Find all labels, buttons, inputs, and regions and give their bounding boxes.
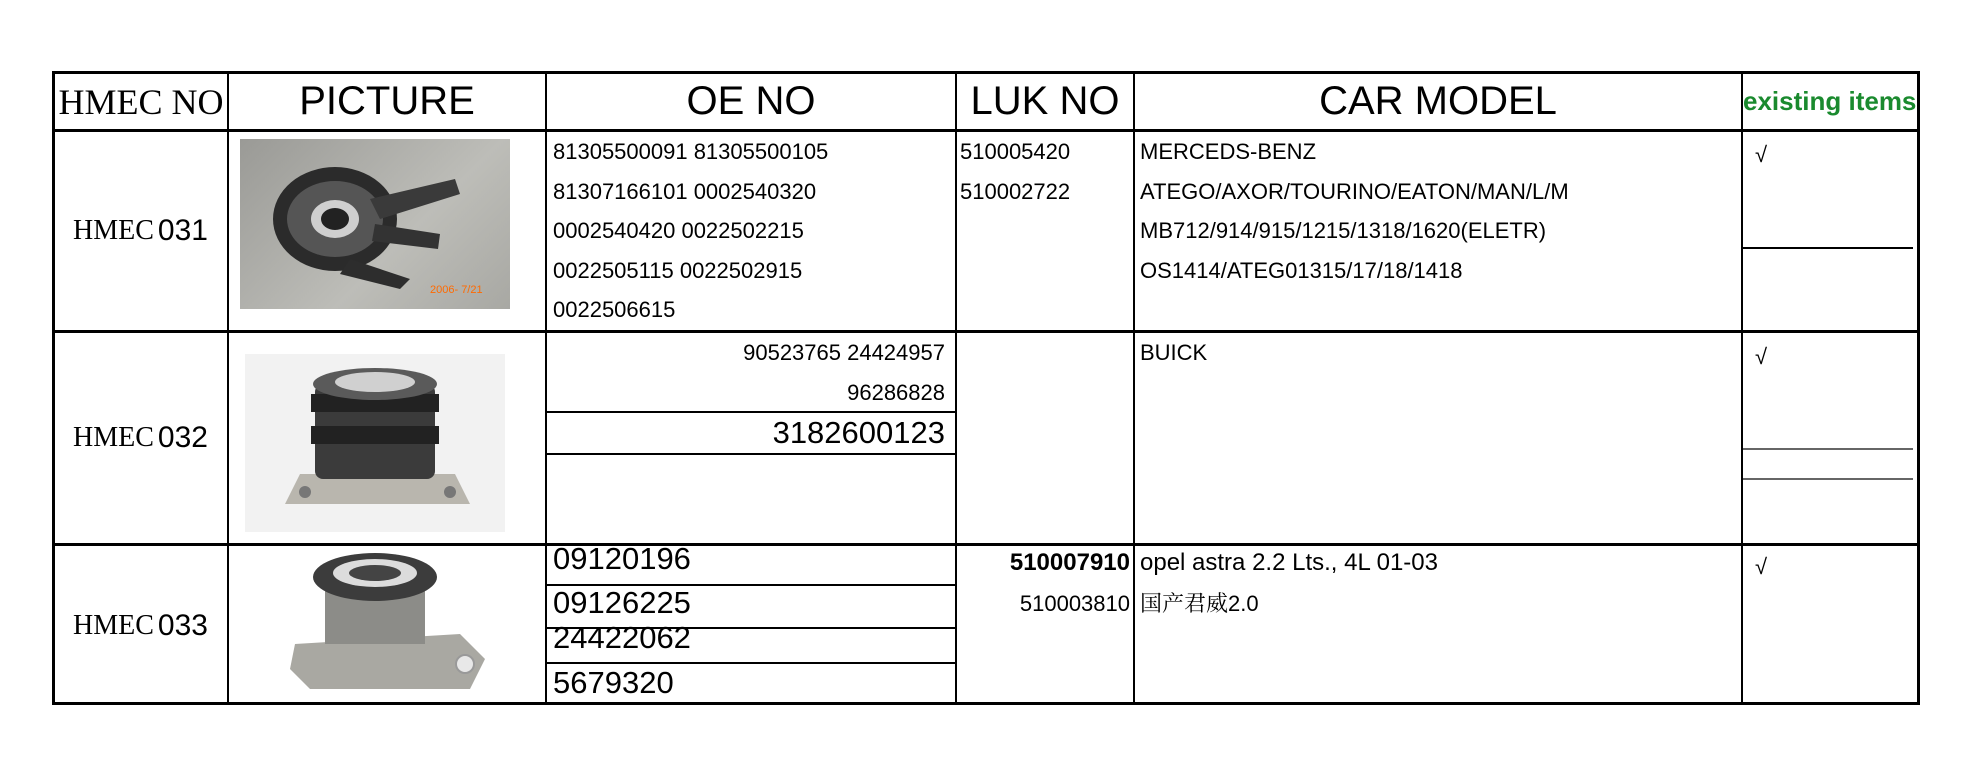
photo-date-stamp: 2006- 7/21 bbox=[430, 284, 483, 296]
oe-number: 0002540420 0022502215 bbox=[553, 218, 804, 243]
header-existing-items: existing items bbox=[1743, 86, 1917, 116]
cell-rule bbox=[1743, 247, 1913, 249]
car-model-line: ATEGO/AXOR/TOURINO/EATON/MAN/L/M bbox=[1140, 179, 1569, 204]
header-car-model: CAR MODEL bbox=[1319, 79, 1557, 123]
check-mark: √ bbox=[1755, 142, 1768, 167]
check-mark: √ bbox=[1755, 344, 1768, 369]
oe-number: 0022505115 0022502915 bbox=[553, 258, 803, 283]
oe-number: 81307166101 0002540320 bbox=[553, 179, 817, 204]
oe-number-large: 3182600123 bbox=[772, 415, 945, 450]
car-model-line: MERCEDS-BENZ bbox=[1140, 139, 1317, 164]
car-model-line: opel astra 2.2 Lts., 4L 01-03 bbox=[1140, 549, 1438, 576]
car-model-line: BUICK bbox=[1140, 340, 1208, 365]
id-prefix: HMEC bbox=[73, 422, 154, 453]
oe-number-large: 09120196 bbox=[553, 541, 691, 576]
car-model-line: OS1414/ATEG01315/17/18/1418 bbox=[1140, 258, 1463, 283]
oe-number-large: 24422062 bbox=[553, 620, 691, 655]
parts-table bbox=[52, 71, 1920, 705]
row-divider bbox=[55, 330, 1917, 333]
id-number: 033 bbox=[157, 608, 208, 642]
oe-number: 0022506615 bbox=[553, 297, 676, 322]
car-model-line: MB712/914/915/1215/1318/1620(ELETR) bbox=[1140, 218, 1547, 243]
luk-number: 510002722 bbox=[960, 179, 1071, 204]
id-number: 031 bbox=[157, 214, 208, 247]
cell-rule bbox=[1743, 448, 1913, 450]
id-prefix: HMEC bbox=[73, 609, 154, 641]
header-hmec-no: HMEC NO bbox=[58, 81, 224, 122]
oe-number-large: 5679320 bbox=[553, 665, 674, 700]
product-photo bbox=[245, 354, 505, 532]
luk-number-bold: 510007910 bbox=[1009, 549, 1130, 576]
header-luk-no: LUK NO bbox=[970, 79, 1120, 123]
cell-rule bbox=[1743, 478, 1913, 480]
product-photo bbox=[240, 139, 510, 309]
header-oe-no: OE NO bbox=[686, 79, 816, 123]
luk-number: 510003810 bbox=[1019, 591, 1130, 616]
header-picture: PICTURE bbox=[299, 79, 475, 123]
release-bearing-icon bbox=[270, 549, 500, 699]
row-id bbox=[55, 333, 227, 543]
luk-number: 510005420 bbox=[960, 139, 1071, 164]
check-mark: √ bbox=[1755, 554, 1768, 579]
oe-number: 90523765 24424957 bbox=[743, 340, 945, 365]
row-id bbox=[55, 546, 227, 705]
oe-number-large: 09126225 bbox=[553, 585, 691, 620]
product-photo bbox=[270, 549, 500, 699]
oe-number: 96286828 bbox=[847, 380, 945, 405]
cell-rule bbox=[547, 453, 955, 455]
col-divider bbox=[227, 74, 229, 702]
col-divider bbox=[1741, 74, 1743, 702]
id-number: 032 bbox=[157, 421, 208, 454]
oe-number: 81305500091 81305500105 bbox=[553, 139, 829, 164]
row-id bbox=[55, 132, 227, 330]
car-model-line: 国产君威2.0 bbox=[1140, 591, 1259, 616]
id-prefix: HMEC bbox=[73, 215, 154, 246]
col-divider bbox=[1133, 74, 1135, 702]
release-bearing-icon bbox=[245, 354, 505, 532]
